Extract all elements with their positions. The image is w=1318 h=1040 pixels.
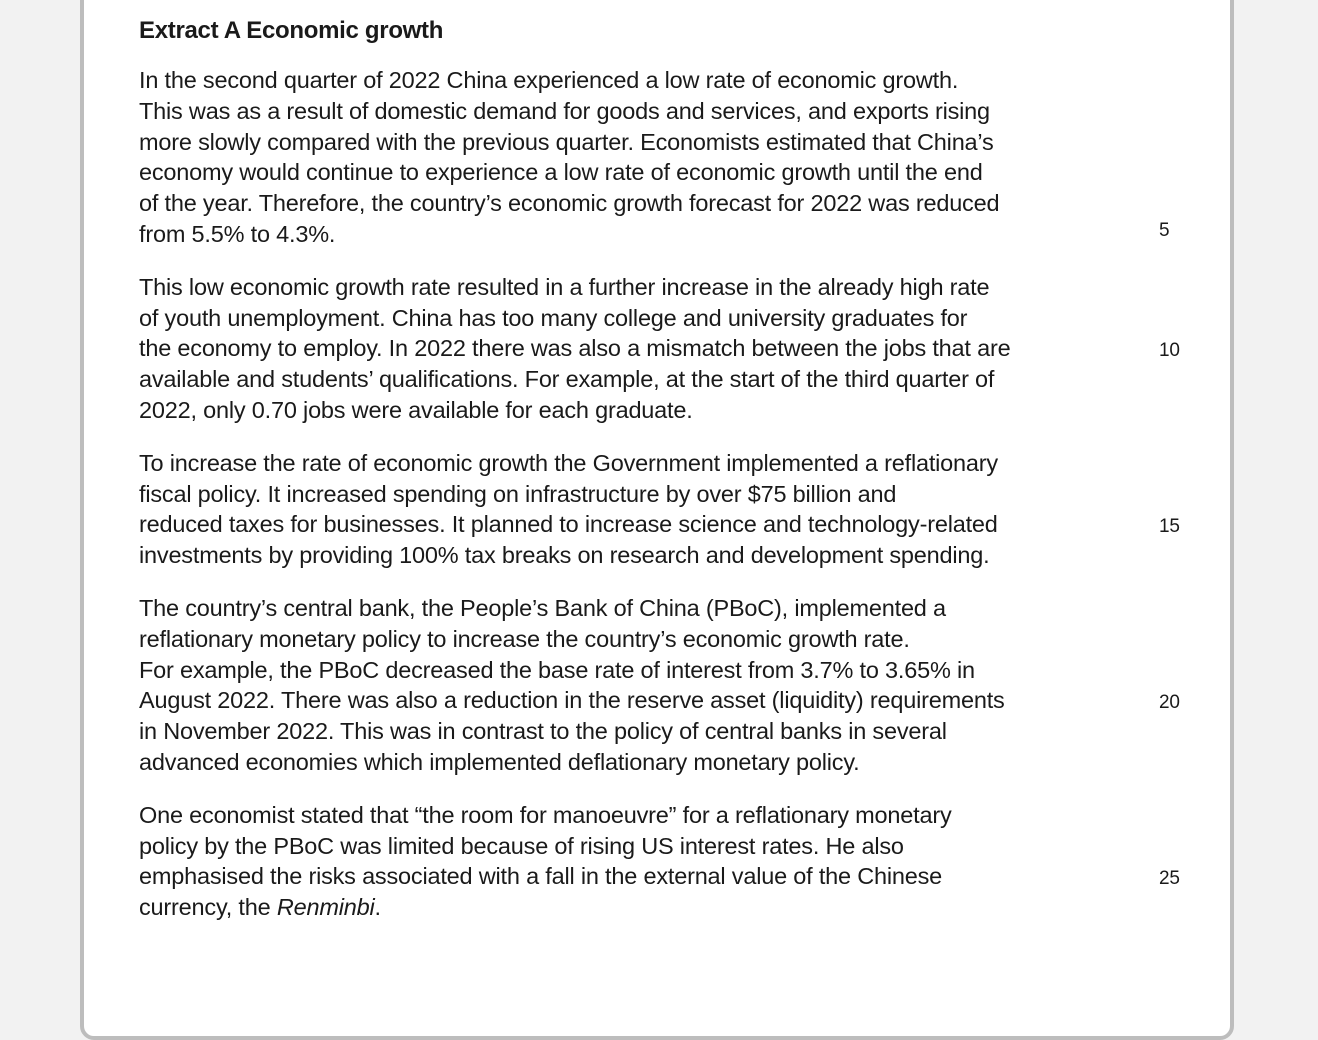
text-line: fiscal policy. It increased spending on infrastructure by over $75 billion and — [139, 480, 897, 507]
text-line: of youth unemployment. China has too many college and university graduates for — [139, 304, 968, 331]
italic-term-renminbi: Renminbi — [276, 894, 375, 921]
extract-title: Extract A Economic growth — [139, 17, 444, 44]
text-line: To increase the rate of economic growth the Government implemented a reflationary — [139, 449, 998, 476]
text-line: policy by the PBoC was limited because of rising US interest rates. He also — [139, 832, 904, 859]
text-line — [139, 892, 1099, 923]
line-number: 5 — [1159, 220, 1170, 241]
line-number: 10 — [1159, 339, 1180, 361]
extract-a — [139, 14, 1199, 945]
text-line: emphasised the risks associated with a fall in the external value of the Chinese — [139, 863, 943, 890]
paragraph-1 — [139, 65, 1170, 250]
paragraph-4 — [139, 593, 1180, 778]
text-fragment: . — [374, 894, 381, 921]
text-line: more slowly compared with the previous quarter. Economists estimated that China’s — [139, 128, 994, 155]
text-line: investments by providing 100% tax breaks on research and development spending. — [139, 542, 990, 569]
paragraph-5 — [139, 800, 1180, 923]
text-line: reflationary monetary policy to increase the country’s economic growth rate. — [139, 625, 910, 652]
paragraph-2 — [139, 272, 1180, 426]
text-line: One economist stated that “the room for manoeuvre” for a reflationary monetary — [139, 801, 952, 828]
text-line: of the year. Therefore, the country’s economic growth forecast for 2022 was reduced — [139, 190, 1000, 217]
text-line: The country’s central bank, the People’s Bank of China (PBoC), implemented a — [139, 594, 946, 621]
text-line: in November 2022. This was in contrast to the policy of central banks in several — [139, 718, 947, 745]
text-line: This was as a result of domestic demand for goods and services, and exports rising — [139, 97, 990, 124]
text-line: economy would continue to experience a low rate of economic growth until the end — [139, 159, 983, 186]
text-line: 2022, only 0.70 jobs were available for each graduate. — [139, 396, 693, 423]
line-number: 15 — [1159, 515, 1180, 537]
text-line: available and students’ qualifications. For example, at the start of the third quarter of — [139, 366, 995, 393]
text-line: In the second quarter of 2022 China experienced a low rate of economic growth. — [139, 67, 959, 93]
text-line: This low economic growth rate resulted in a further increase in the already high rate — [139, 273, 990, 300]
text-line: the economy to employ. In 2022 there was also a mismatch between the jobs that are — [139, 335, 1011, 362]
text-line: For example, the PBoC decreased the base rate of interest from 3.7% to 3.65% in — [139, 656, 975, 683]
text-line: reduced taxes for businesses. It planned to increase science and technology-related — [139, 511, 998, 538]
line-number: 25 — [1159, 867, 1180, 889]
text-fragment: currency, the — [139, 894, 277, 921]
text-line: from 5.5% to 4.3%. — [139, 220, 336, 247]
text-line: August 2022. There was also a reduction in the reserve asset (liquidity) requirements — [139, 687, 1005, 714]
text-line: advanced economies which implemented deflationary monetary policy. — [139, 748, 860, 775]
line-number: 20 — [1159, 691, 1180, 713]
paragraph-3 — [139, 448, 1180, 571]
